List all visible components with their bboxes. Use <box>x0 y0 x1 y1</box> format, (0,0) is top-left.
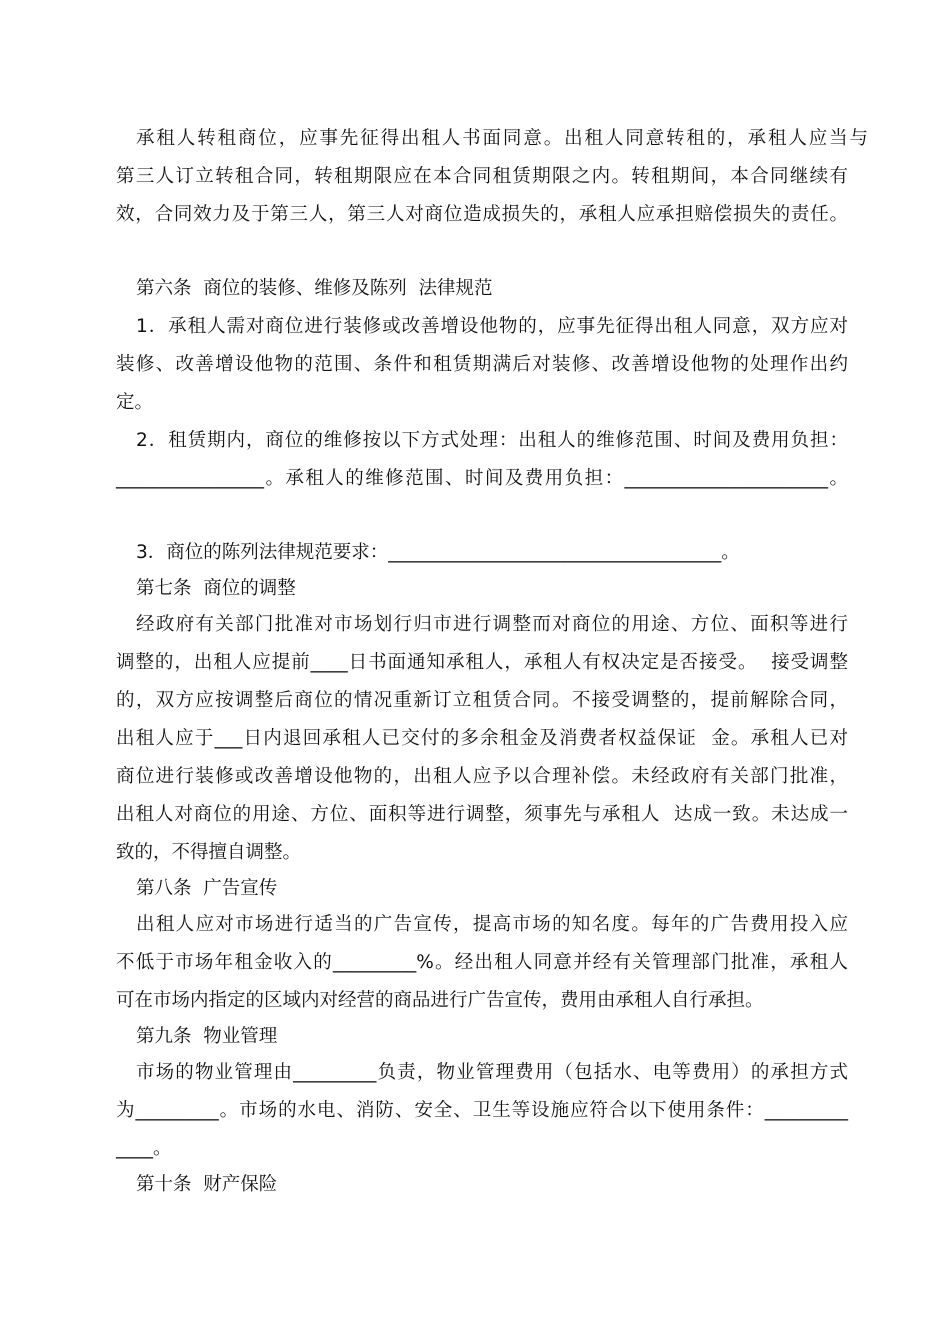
para-sublease-line-2: 第三人订立转租合同，转租期限应在本合同租赁期限之内。转租期间，本合同继续有 <box>116 166 848 187</box>
article-7-line-7: 致的，不得擅自调整。 <box>116 842 302 863</box>
article-9-line-2: 为_________。市场的水电、消防、安全、卫生等设施应符合以下使用条件：_________ <box>116 1100 848 1121</box>
article-8-line-1: 出租人应对市场进行适当的广告宣传，提高市场的知名度。每年的广告费用投入应 <box>136 914 848 935</box>
article-7-line-3: 的，双方应按调整后商位的情况重新订立租赁合同。不接受调整的，提前解除合同， <box>116 690 848 711</box>
article-6-item-1-line-3: 定。 <box>116 392 154 413</box>
article-8-heading: 第八条 广告宣传 <box>136 878 278 899</box>
article-6-heading: 第六条 商位的装修、维修及陈列 法律规范 <box>136 278 493 299</box>
para-sublease-line-3: 效，合同效力及于第三人，第三人对商位造成损失的，承租人应承担赔偿损失的责任。 <box>116 204 848 225</box>
article-6-item-1-line-2: 装修、改善增设他物的范围、条件和租赁期满后对装修、改善增设他物的处理作出约 <box>116 354 848 375</box>
para-sublease-line-1: 承租人转租商位，应事先征得出租人书面同意。出租人同意转租的，承租人应当与 <box>136 128 868 149</box>
article-7-line-6: 出租人对商位的用途、方位、面积等进行调整，须事先与承租人 达成一致。未达成一 <box>116 804 848 825</box>
article-7-line-1: 经政府有关部门批准对市场划行归市进行调整而对商位的用途、方位、面积等进行 <box>136 614 848 635</box>
article-8-line-2: 不低于市场年租金收入的_________%。经出租人同意并经有关管理部门批准，承租人 <box>116 952 848 973</box>
article-7-heading: 第七条 商位的调整 <box>136 578 296 599</box>
article-7-line-5: 商位进行装修或改善增设他物的，出租人应予以合理补偿。未经政府有关部门批准， <box>116 766 848 787</box>
article-6-item-2-line-1: 2．租赁期内，商位的维修按以下方式处理：出租人的维修范围、时间及费用负担： <box>136 430 848 451</box>
article-8-line-3: 可在市场内指定的区域内对经营的商品进行广告宣传，费用由承租人自行承担。 <box>116 990 764 1011</box>
article-6-item-1-line-1: 1．承租人需对商位进行装修或改善增设他物的，应事先征得出租人同意，双方应对 <box>136 316 848 337</box>
article-9-line-3: ____。 <box>116 1138 172 1159</box>
article-6-item-3: 3．商位的陈列法律规范要求：____________________________________。 <box>136 542 740 563</box>
article-9-line-1: 市场的物业管理由_________负责，物业管理费用（包括水、电等费用）的承担方式 <box>136 1062 848 1083</box>
article-9-heading: 第九条 物业管理 <box>136 1026 278 1047</box>
article-7-line-4: 出租人应于___日内退回承租人已交付的多余租金及消费者权益保证 金。承租人已对 <box>116 728 848 749</box>
article-6-item-2-line-2: ________________。承租人的维修范围、时间及费用负担：______________________。 <box>116 468 848 489</box>
article-7-line-2: 调整的，出租人应提前____日书面通知承租人，承租人有权决定是否接受。 接受调整 <box>116 652 848 673</box>
article-10-heading: 第十条 财产保险 <box>136 1174 278 1195</box>
